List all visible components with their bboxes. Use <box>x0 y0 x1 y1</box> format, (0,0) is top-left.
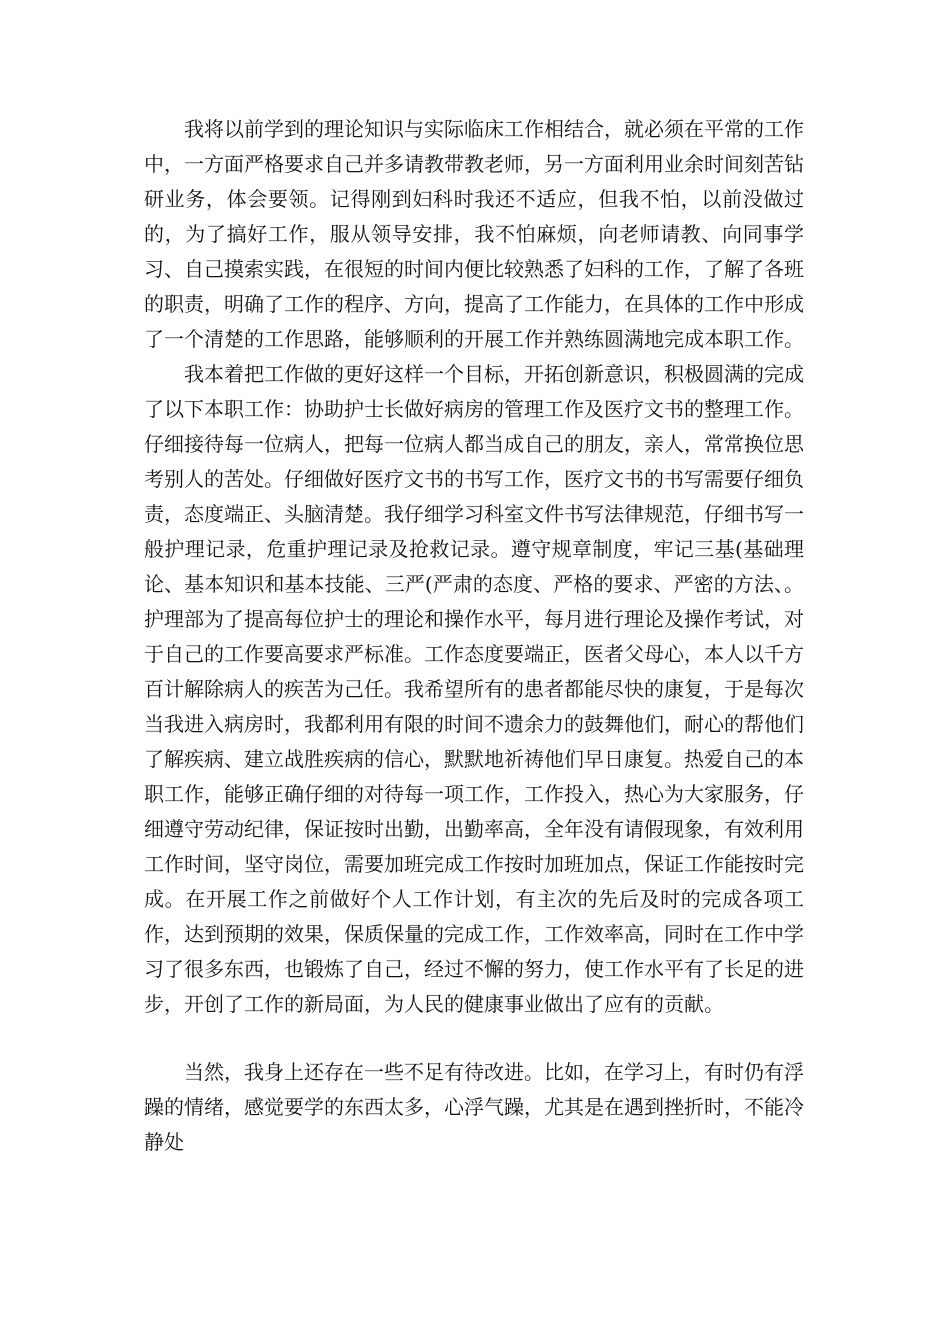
paragraph-1: 我将以前学到的理论知识与实际临床工作相结合，就必须在平常的工作中，一方面严格要求自己并多请教带教老师，另一方面利用业余时间刻苦钻研业务，体会要领。记得刚到妇科时我还不适应，但我不怕，以前没做过的，为了搞好工作，服从领导安排，我不怕麻烦，向老师请教、向同事学习、自己摸索实践，在很短的时间内便比较熟悉了妇科的工作，了解了各班的职责，明确了工作的程序、方向，提高了工作能力，在具体的工作中形成了一个清楚的工作思路，能够顺利的开展工作并熟练圆满地完成本职工作。 <box>144 117 804 351</box>
paragraph-3: 当然，我身上还存在一些不足有待改进。比如，在学习上，有时仍有浮躁的情绪，感觉要学的东西太多，心浮气躁，尤其是在遇到挫折时，不能冷静处 <box>144 1060 804 1154</box>
document-body <box>144 112 804 1160</box>
paragraph-2: 我本着把工作做的更好这样一个目标，开拓创新意识，积极圆满的完成了以下本职工作：协助护士长做好病房的管理工作及医疗文书的整理工作。仔细接待每一位病人，把每一位病人都当成自己的朋友，亲人，常常换位思考别人的苦处。仔细做好医疗文书的书写工作，医疗文书的书写需要仔细负责，态度端正、头脑清楚。我仔细学习科室文件书写法律规范，仔细书写一般护理记录，危重护理记录及抢救记录。遵守规章制度，牢记三基(基础理论、基本知识和基本技能、三严(严肃的态度、严格的要求、严密的方法、。护理部为了提高每位护士的理论和操作水平，每月进行理论及操作考试，对于自己的工作要高要求严标准。工作态度要端正，医者父母心，本人以千方百计解除病人的疾苦为己任。我希望所有的患者都能尽快的康复，于是每次当我进入病房时，我都利用有限的时间不遗余力的鼓舞他们，耐心的帮他们了解疾病、建立战胜疾病的信心，默默地祈祷他们早日康复。热爱自己的本职工作，能够正确仔细的对待每一项工作，工作投入，热心为大家服务，仔细遵守劳动纪律，保证按时出勤，出勤率高，全年没有请假现象，有效利用工作时间，坚守岗位，需要加班完成工作按时加班加点，保证工作能按时完成。在开展工作之前做好个人工作计划，有主次的先后及时的完成各项工作，达到预期的效果，保质保量的完成工作，工作效率高，同时在工作中学习了很多东西，也锻炼了自己，经过不懈的努力，使工作水平有了长足的进步，开创了工作的新局面，为人民的健康事业做出了应有的贡献。 <box>144 362 804 1016</box>
